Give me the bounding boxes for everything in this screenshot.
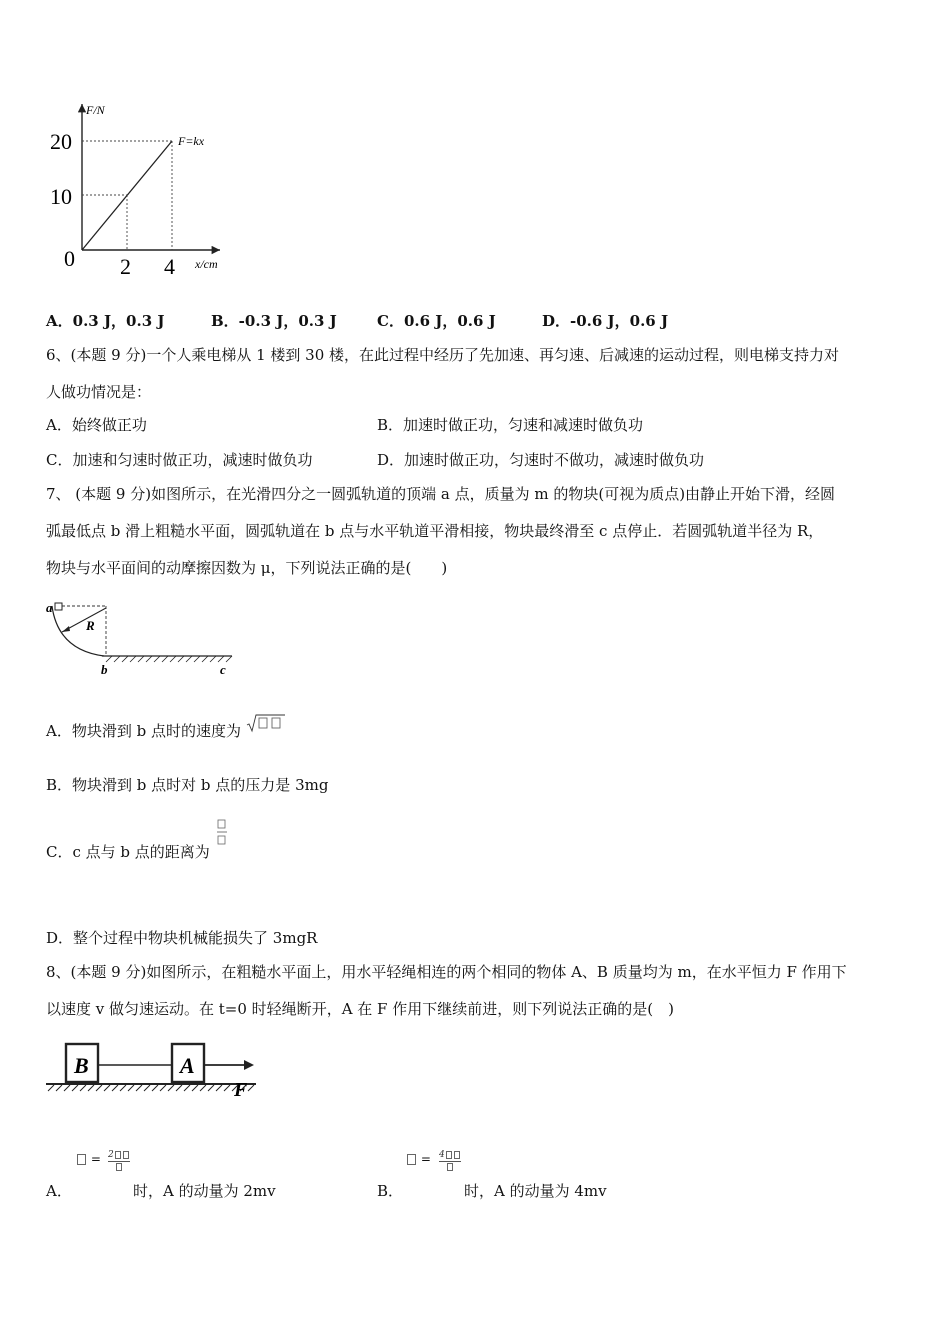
block-a-label: A xyxy=(180,1053,195,1078)
q6-stem: 6、(本题 9 分)一个人乘电梯从 1 楼到 30 楼，在此过程中经历了先加速、再匀速、后减速的运动过程，则电梯支持力对 xyxy=(46,346,840,364)
option-letter: A． xyxy=(46,1182,72,1200)
line-label: F=kx xyxy=(178,134,205,148)
x-tick-label: 4 xyxy=(164,254,175,278)
q7-stem: 弧最低点 b 滑上粗糙水平面，圆弧轨道在 b 点与水平轨道平滑相接，物块最终滑至 c 点停止．若圆弧轨道半径为 R， xyxy=(46,522,824,540)
x-axis-label: x/cm xyxy=(195,257,218,271)
q8-option-b-fraction xyxy=(439,1150,461,1172)
point-c-label: c xyxy=(220,662,226,677)
q8-option-a xyxy=(46,1181,72,1201)
q5-option-d: D．-0.6 J，0.6 J xyxy=(542,312,669,330)
q6-stem: 人做功情况是： xyxy=(46,383,152,401)
q8-option-b-text: 时，A 的动量为 4mv xyxy=(464,1182,607,1200)
q7-stem: 7、 (本题 9 分)如图所示，在光滑四分之一圆弧轨道的顶端 a 点，质量为 m 的物块(可视为质点)由静止开始下滑，经圆 xyxy=(46,485,836,503)
q7-option-a-text: A．物块滑到 b 点时的速度为 xyxy=(46,722,241,740)
block xyxy=(55,603,62,610)
arc-track-figure xyxy=(44,598,244,680)
q7-option-b: B．物块滑到 b 点时对 b 点的压力是 3mg xyxy=(46,776,329,794)
q6-option-a: A．始终做正功 xyxy=(46,416,147,434)
q8-option-b xyxy=(377,1181,403,1201)
q6-option-c: C．加速和匀速时做正功，减速时做负功 xyxy=(46,451,313,469)
q7-option-a xyxy=(46,721,286,743)
q6-option-d: D．加速时做正功，匀速时不做功，减速时做负功 xyxy=(377,451,705,469)
block-b-label: B xyxy=(74,1053,89,1078)
y-tick-label: 0 xyxy=(64,246,75,271)
sqrt-icon xyxy=(246,713,286,735)
q8-option-a-formula: = xyxy=(76,1152,101,1166)
q5-option-c: C．0.6 J，0.6 J xyxy=(377,312,496,330)
q8-option-a-fraction xyxy=(108,1150,130,1172)
q8-option-a-text: 时，A 的动量为 2mv xyxy=(133,1182,276,1200)
force-label: F xyxy=(234,1079,248,1100)
fraction-icon xyxy=(216,818,228,848)
q7-option-c-text: C．c 点与 b 点的距离为 xyxy=(46,843,210,861)
q7-stem: 物块与水平面间的动摩擦因数为 μ，下列说法正确的是( ) xyxy=(46,559,448,577)
q5-option-b: B．-0.3 J，0.3 J xyxy=(211,312,337,330)
q8-stem: 8、(本题 9 分)如图所示，在粗糙水平面上，用水平轻绳相连的两个相同的物体 A、B 质量均为 m，在水平恒力 F 作用下 xyxy=(46,963,847,981)
point-b-label: b xyxy=(101,662,108,677)
q7-option-c xyxy=(46,842,210,862)
q8-option-b-formula: = xyxy=(406,1152,431,1166)
placeholder-box xyxy=(407,1154,416,1165)
point-a-label: a xyxy=(46,600,53,615)
q8-stem: 以速度 v 做匀速运动。在 t=0 时轻绳断开，A 在 F 作用下继续前进，则下列说法正确的是( ) xyxy=(46,1000,674,1018)
blocks-rope-figure xyxy=(44,1032,264,1100)
placeholder-box xyxy=(77,1154,86,1165)
y-tick-label: 20 xyxy=(50,129,72,154)
q5-option-a: A．0.3 J，0.3 J xyxy=(46,312,165,330)
fraction-numerator: 2 xyxy=(108,1150,114,1160)
y-axis-label: F/N xyxy=(86,103,105,117)
radius-label: R xyxy=(86,618,95,633)
q7-option-d: D．整个过程中物块机械能损失了 3mgR xyxy=(46,929,318,947)
fraction-numerator: 4 xyxy=(439,1150,445,1160)
q6-option-b: B．加速时做正功，匀速和减速时做负功 xyxy=(377,416,644,434)
force-displacement-graph xyxy=(44,98,244,278)
option-letter: B． xyxy=(377,1182,404,1200)
x-tick-label: 2 xyxy=(120,254,131,278)
y-tick-label: 10 xyxy=(50,184,72,209)
